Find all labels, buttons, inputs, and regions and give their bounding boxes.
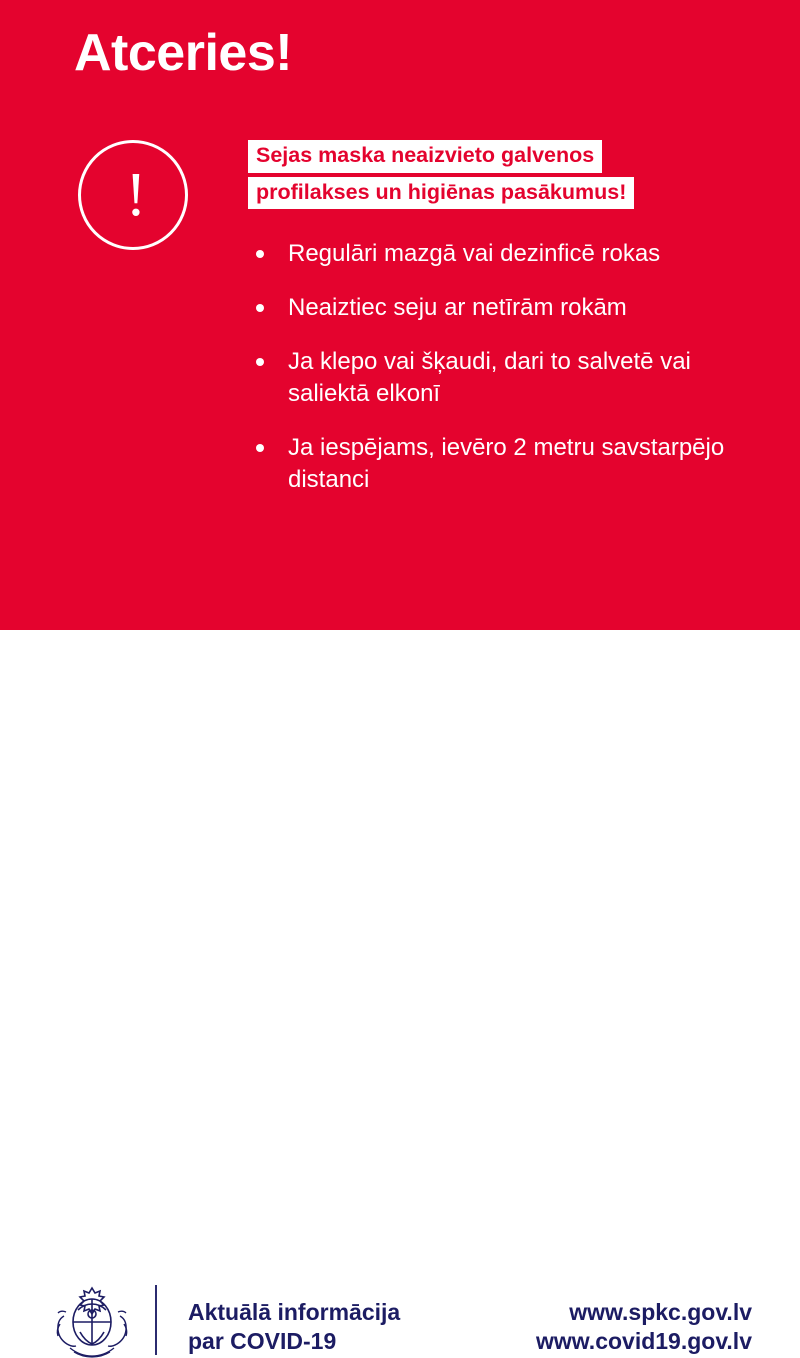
latvia-coat-of-arms-icon xyxy=(44,1282,140,1358)
list-item xyxy=(252,346,772,410)
bullet-dot-icon xyxy=(256,358,264,366)
list-item-label: Ja klepo vai šķaudi, dari to salvetē vai saliektā elkonī xyxy=(288,347,691,407)
subheading-line-1: Sejas maska neaizvieto galvenos xyxy=(248,140,602,173)
subheading-line-2: profilakses un higiēnas pasākumus! xyxy=(248,177,634,210)
list-item xyxy=(252,238,772,270)
footer xyxy=(0,630,800,1355)
footer-info xyxy=(188,1298,400,1357)
link-covid19[interactable]: www.covid19.gov.lv xyxy=(535,1328,752,1355)
exclamation-circle-icon xyxy=(78,140,188,250)
page-title: Atceries! xyxy=(74,24,293,82)
list-item-label: Neaiztiec seju ar netīrām rokām xyxy=(288,293,627,321)
list-item-label: Regulāri mazgā vai dezinficē rokas xyxy=(288,240,661,267)
exclamation-mark-glyph: ! xyxy=(125,161,147,229)
bullet-dot-icon xyxy=(256,444,264,452)
bullet-dot-icon xyxy=(256,250,264,258)
footer-links xyxy=(536,1298,752,1357)
list-item xyxy=(252,292,772,324)
footer-info-line-1: Aktuālā informācija xyxy=(188,1299,401,1325)
link-spkc[interactable]: www.spkc.gov.lv xyxy=(569,1299,752,1325)
list-item xyxy=(252,432,772,496)
list-item-label: Ja iespējams, ievēro 2 metru savstarpējo distanci xyxy=(288,433,725,493)
bullet-dot-icon xyxy=(256,304,264,312)
subheading xyxy=(248,140,718,213)
footer-divider xyxy=(155,1285,157,1355)
footer-info-line-2: par COVID-19 xyxy=(188,1328,337,1355)
bullet-list xyxy=(252,238,772,517)
